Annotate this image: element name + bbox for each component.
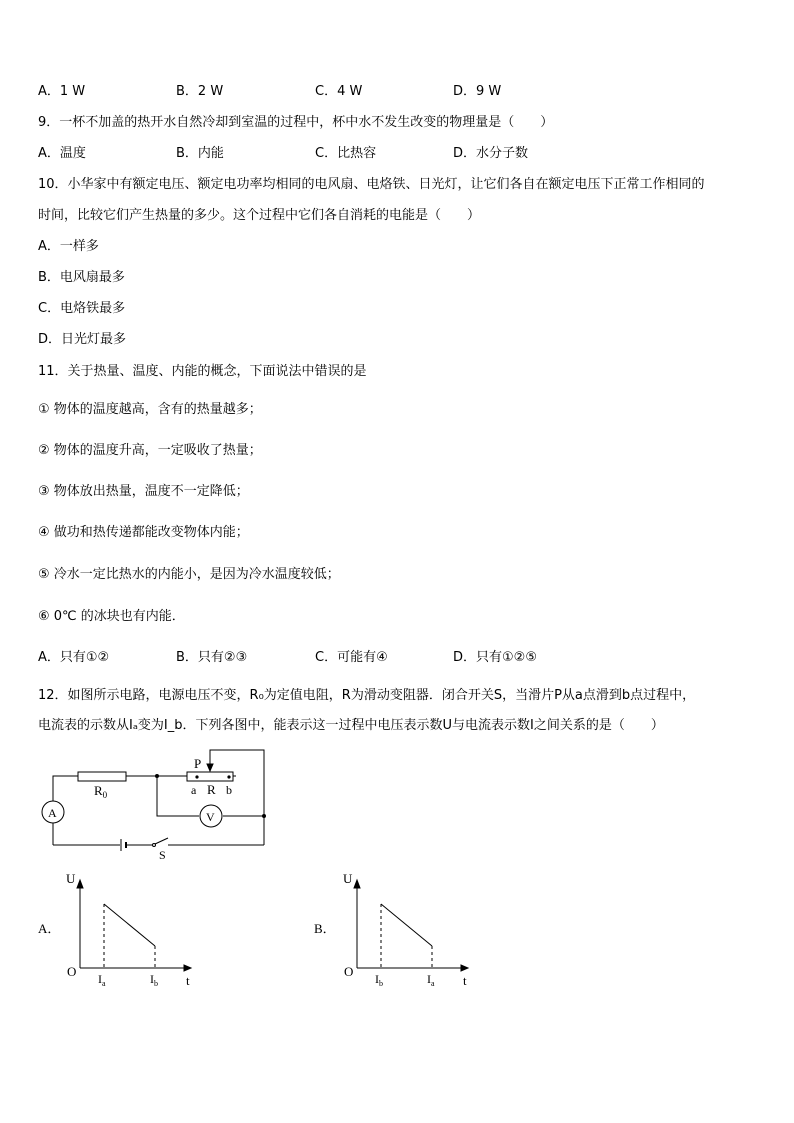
q11-option-d: D．只有①②⑤ <box>453 650 537 665</box>
q8-option-b: B．2 W <box>176 84 224 99</box>
q9-option-d: D．水分子数 <box>453 146 529 161</box>
label-v: V <box>206 810 215 824</box>
graph-b-tick-1: $I_b$ <box>375 972 383 988</box>
q10-option-a: A．一样多 <box>38 239 99 254</box>
q12-stem-line2: 电流表的示数从Iₐ变为I_b．下列各图中，能表示这一过程中电压表示数U与电流表示数I之间关系的是（ ） <box>38 718 664 733</box>
q10-option-c: C．电烙铁最多 <box>38 301 126 316</box>
q11-stem: 11．关于热量、温度、内能的概念，下面说法中错误的是 <box>38 364 367 379</box>
q12-stem-line1: 12．如图所示电路，电源电压不变，R₀为定值电阻，R为滑动变阻器．闭合开关S，当滑片P从a点滑到b点过程中， <box>38 688 696 703</box>
q11-option-b: B．只有②③ <box>176 650 248 665</box>
q10-stem-line2: 时间，比较它们产生热量的多少。这个过程中它们各自消耗的电能是（ ） <box>38 208 481 223</box>
graph-a-origin: O <box>67 964 77 979</box>
label-s: S <box>159 848 166 862</box>
graph-b-line <box>381 904 432 946</box>
q11-statement-2: ② 物体的温度升高，一定吸收了热量； <box>38 443 262 458</box>
graph-b-tick-2: $I_a$ <box>427 972 435 988</box>
graph-a-y-label: U <box>66 871 76 886</box>
label-a: a <box>191 783 197 797</box>
q11-statement-5: ⑤ 冷水一定比热水的内能小，是因为冷水温度较低； <box>38 567 340 582</box>
graph-b-x-label: t <box>463 973 467 988</box>
q11-statement-4: ④ 做功和热传递都能改变物体内能； <box>38 525 249 540</box>
q8-option-d: D．9 W <box>453 84 502 99</box>
label-r0: $R_0$ <box>94 783 108 800</box>
q11-option-a: A．只有①② <box>38 650 110 665</box>
graph-a-tick-1: $I_a$ <box>98 972 106 988</box>
q10-stem-line1: 10．小华家中有额定电压、额定电功率均相同的电风扇、电烙铁、日光灯，让它们各自在额定电压下正常工作相同的 <box>38 177 705 192</box>
label-r: R <box>207 782 216 797</box>
q9-stem: 9．一杯不加盖的热开水自然冷却到室温的过程中，杯中水不发生改变的物理量是（ ） <box>38 115 554 130</box>
label-b: b <box>226 783 232 797</box>
q9-option-c: C．比热容 <box>315 146 377 161</box>
graph-b-origin: O <box>344 964 354 979</box>
label-p: P <box>194 756 202 771</box>
graph-b-y-arrow <box>354 880 360 888</box>
q9-option-a: A．温度 <box>38 146 86 161</box>
graph-b-x-arrow <box>461 965 468 971</box>
q11-option-c: C．可能有④ <box>315 650 388 665</box>
graph-a-option-label: A． <box>38 921 61 936</box>
q10-option-b: B．电风扇最多 <box>38 270 125 285</box>
q8-option-a: A．1 W <box>38 84 86 99</box>
q11-statement-3: ③ 物体放出热量，温度不一定降低； <box>38 484 249 499</box>
graph-a-x-label: t <box>186 973 190 988</box>
q10-option-d: D．日光灯最多 <box>38 332 127 347</box>
graph-b-y-label: U <box>343 871 353 886</box>
q11-statement-6: ⑥ 0℃ 的冰块也有内能． <box>38 609 185 624</box>
graph-a-tick-2: $I_b$ <box>150 972 158 988</box>
label-ammeter: A <box>48 806 57 820</box>
q9-option-b: B．内能 <box>176 146 224 161</box>
graph-b-option-label: B． <box>314 921 336 936</box>
q11-statement-1: ① 物体的温度越高，含有的热量越多； <box>38 402 262 417</box>
q8-option-c: C．4 W <box>315 84 363 99</box>
